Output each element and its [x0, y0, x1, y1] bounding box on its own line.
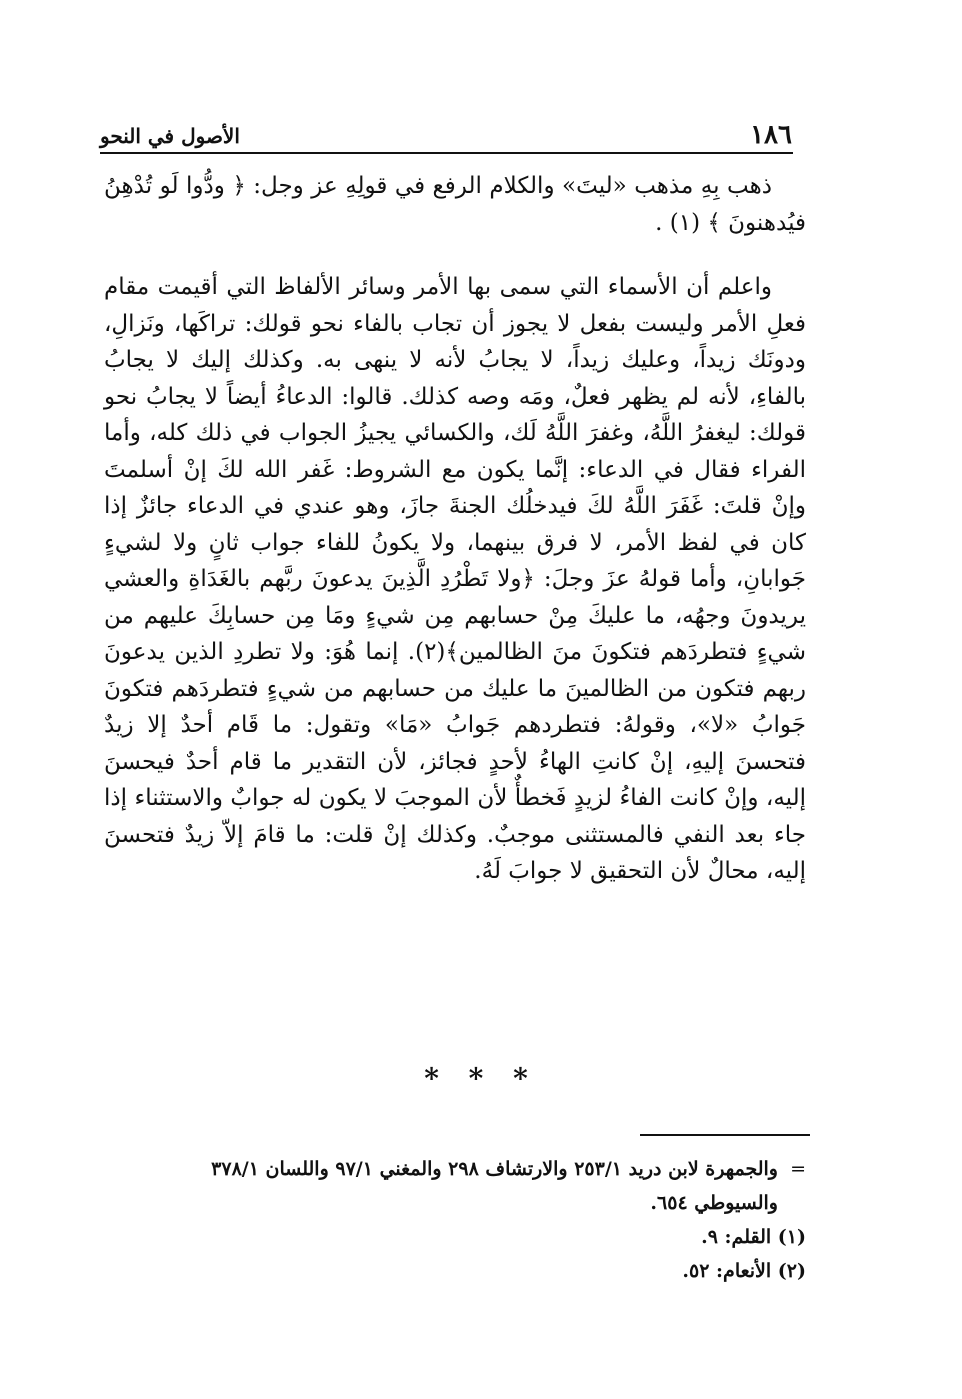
page-header	[100, 120, 792, 156]
paragraph-1: ذهب بِهِ مذهب «ليتَ» والكلام الرفع في قولِهِ عز وجل: ﴿ ودُّوا لَو تُدْهِنُ فيُدهنونَ ﴾ (١) .	[104, 173, 806, 236]
paragraph-2: واعلم أن الأسماء التي سمى بها الأمر وسائر الألفاظ التي أقيمت مقام فعلِ الأمر وليست بفعل لا يجوز أن تجاب بالفاء نحو قولك: تراكَها، ونَزالِ، ودونَك زيداً، وعليك زيداً، لا يجابُ لأنه لا ينهى به. وكذلك إليك لا يجابُ بالفاءِ، لأنه لم يظهر فعلٌ، ومَه وصه كذلك. قالوا: الدعاءُ أيضاً لا يجابُ نحو قولك: ليغفرُ اللَّهُ، وغفرَ اللَّهُ لَك، والكسائي يجيزُ الجواب في ذلك كله، وأما الفراء فقال في الدعاء: إنَّما يكون مع الشروط: غَفر الله لكَ إنْ أسلمتَ وإنْ قلتَ: غَفَرَ اللَّهُ لكَ فيدخلُك الجنةَ جازَ، وهو عندي في الدعاء جائزٌ إذا كان في لفظ الأمر، لا فرق بينهما، ولا يكونُ للفاء جواب ثانٍ ولا لشيءٍ جَوابانِ، وأما قولهُ عزَ وجلَ: ﴿ولا تَطْرُدِ الَّذِينَ يدعونَ ربَّهم بالغَدَاةِ والعشي يريدونَ وجهُه، ما عليكَ مِنْ حسابهم مِن شيءٍ ومَا مِن حسابِكَ عليهم من شيءٍ فتطردَهم فتكونَ منَ الظالمين﴾(٢). إنما هُوَ: ولا تطردِ الذين يدعونَ ربهم فتكون من الظالمينَ ما عليك من حسابهم من شيءٍ فتطردَهم فتكونَ جَوابُ «لا»، وقولهُ: فتطردهم جَوابُ «مَا» وتقول: ما قَام أحدٌ إلا زيدٌ فتحسنَ إليهِ، إنْ كانتِ الهاءُ لأحدٍ فجائز، لأن التقدير ما قام أحدٌ فيحسنَ إليه، وإنْ كانت الفاءُ لزيدٍ فَخطأٌ لأن الموجبَ لا يكون له جوابٌ والاستثناء إذا جاء بعد النفي فالمستثنى موجبٌ. وكذلك إنْ قلت: ما قامَ إلاّ زيدٌ فتحسنَ إليه، محالٌ لأن التحقيق لا جوابَ لَهُ.	[104, 274, 806, 884]
footnote-2: (٢) الأنعام: ٥٢.	[682, 1260, 806, 1282]
footnote-1: (١) القلم: ٩.	[701, 1226, 806, 1248]
page-number: ١٨٦	[750, 120, 792, 150]
footnote-continuation	[104, 1152, 806, 1186]
header-rule	[100, 152, 793, 154]
footnote-continuation-line-1: والجمهرة لابن دريد ٢٥٣/١ والارتشاف ٢٩٨ والمغني ٩٧/١ واللسان ٣٧٨/١	[211, 1158, 778, 1180]
continuation-marker: =	[790, 1158, 806, 1180]
running-title: الأصول في النحو	[100, 124, 240, 148]
footnotes	[104, 1152, 806, 1288]
footnote-rule	[640, 1134, 810, 1136]
footnote-continuation-line-2: والسيوطي ٦٥٤.	[650, 1192, 778, 1214]
main-text	[104, 168, 806, 890]
section-separator: * * *	[424, 1062, 538, 1095]
